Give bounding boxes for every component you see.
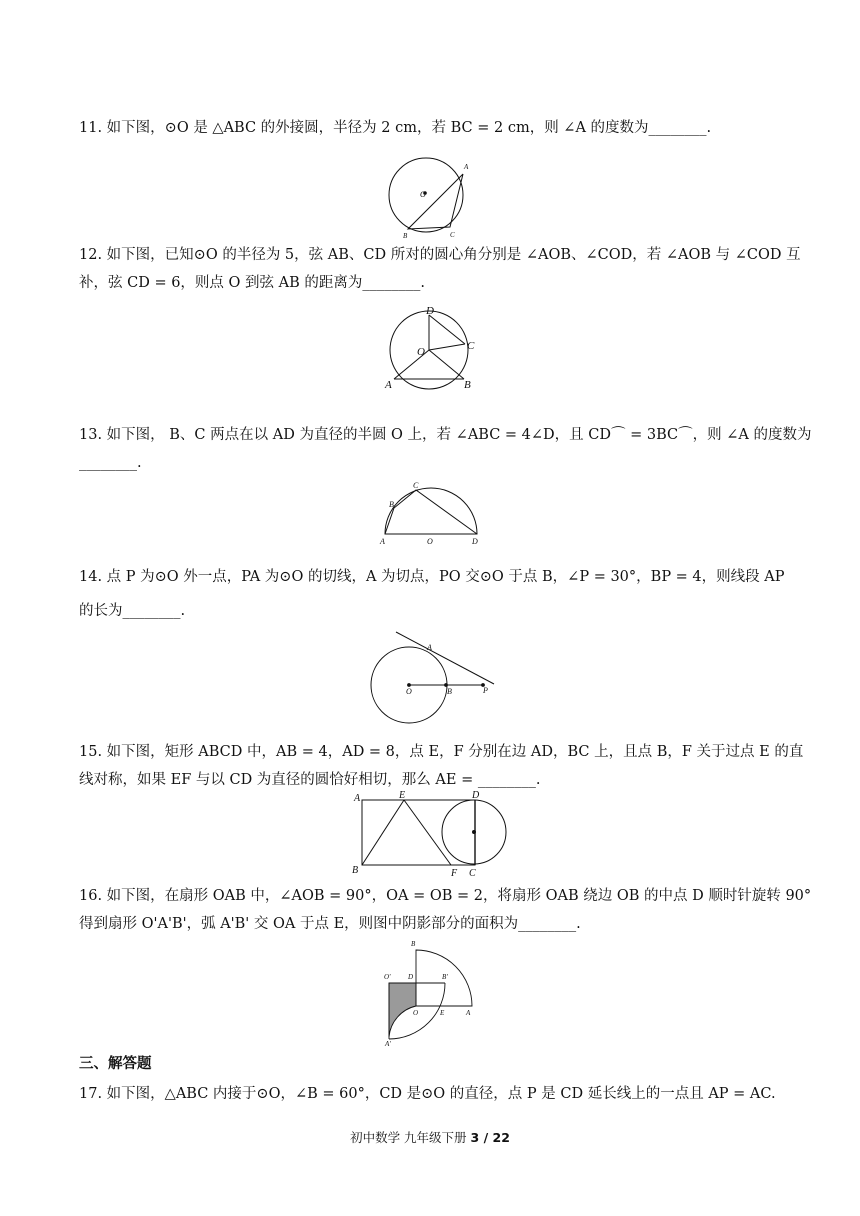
- label-E: E: [440, 1009, 445, 1017]
- label-B: B: [352, 865, 359, 876]
- problem-13-line-1: 13. 如下图， B、C 两点在以 AD 为直径的半圆 O 上，若 ∠ABC = 4∠D，且 CD⌒ = 3BC⌒，则 ∠A 的度数为: [79, 427, 812, 443]
- label-C: C: [450, 231, 455, 239]
- label-E: E: [399, 790, 406, 801]
- label-O-prime: O': [384, 973, 391, 981]
- label-A: A: [385, 379, 392, 391]
- label-F: F: [451, 868, 458, 879]
- problem-16-line-1: 16. 如下图，在扇形 OAB 中，∠AOB = 90°，OA = OB = 2，将扇形 OAB 绕边 OB 的中点 D 顺时针旋转 90°: [79, 888, 812, 904]
- problem-17-line-1: 17. 如下图，△ABC 内接于⊙O，∠B = 60°，CD 是⊙O 的直径，点 P 是 CD 延长线上的一点且 AP = AC.: [79, 1086, 776, 1102]
- label-C: C: [467, 340, 475, 352]
- label-P: P: [483, 686, 488, 695]
- problem-17: [79, 1080, 783, 1108]
- label-O: O: [417, 346, 425, 358]
- problem-13: [79, 421, 812, 477]
- problem-15-line-2: 线对称，如果 EF 与以 CD 为直径的圆恰好相切，那么 AE = ________.: [79, 772, 541, 788]
- label-C: C: [469, 868, 476, 879]
- figure-13: [376, 480, 486, 546]
- label-O: O: [427, 537, 433, 546]
- section-title: 三、解答题: [79, 1056, 152, 1072]
- label-B: B: [447, 687, 452, 696]
- label-C: C: [413, 481, 419, 490]
- label-B: B: [403, 232, 408, 240]
- problem-14: [79, 560, 783, 628]
- figure-15: [348, 789, 513, 881]
- problem-12-line-1: 12. 如下图，已知⊙O 的半径为 5，弦 AB、CD 所对的圆心角分别是 ∠AOB、∠COD，若 ∠AOB 与 ∠COD 互: [79, 247, 801, 263]
- figure-12: [385, 302, 480, 397]
- figure-11: [388, 157, 478, 239]
- label-B-prime: B': [442, 973, 448, 981]
- label-B: B: [411, 940, 416, 948]
- label-B: B: [389, 500, 394, 509]
- problem-16-line-2: 得到扇形 O'A'B'，弧 A'B' 交 OA 于点 E，则图中阴影部分的面积为________.: [79, 916, 581, 932]
- page-footer: 初中数学 九年级下册 3 / 22: [350, 1130, 510, 1145]
- figure-16: [378, 938, 480, 1048]
- problem-11: [79, 114, 783, 142]
- problem-14-line-2: 的长为________.: [79, 603, 186, 619]
- label-A: A: [354, 793, 361, 804]
- label-O: O: [413, 1009, 419, 1017]
- label-A: A: [466, 1009, 471, 1017]
- label-D: D: [472, 790, 480, 801]
- problem-14-line-1: 14. 点 P 为⊙O 外一点，PA 为⊙O 的切线，A 为切点，PO 交⊙O 于点 B，∠P = 30°，BP = 4，则线段 AP: [79, 569, 785, 585]
- problem-11-line-1: 11. 如下图，⊙O 是 △ABC 的外接圆，半径为 2 cm，若 BC = 2 cm，则 ∠A 的度数为________.: [79, 120, 712, 136]
- label-A: A: [464, 163, 469, 171]
- problem-12: [79, 241, 801, 297]
- shaded-region: [389, 983, 419, 1037]
- label-A: A: [380, 537, 385, 546]
- problem-13-line-2: ________.: [79, 455, 142, 471]
- problem-15-line-1: 15. 如下图，矩形 ABCD 中，AB = 4，AD = 8，点 E，F 分别在边 AD，BC 上，且点 B，F 关于过点 E 的直: [79, 744, 804, 760]
- label-D: D: [426, 305, 434, 317]
- label-D: D: [408, 973, 414, 981]
- label-B: B: [464, 379, 471, 391]
- label-A: A: [427, 643, 432, 652]
- footer-label: 初中数学 九年级下册: [350, 1130, 467, 1145]
- label-D: D: [472, 537, 478, 546]
- label-O: O: [420, 190, 426, 199]
- label-A-prime: A': [385, 1040, 391, 1048]
- page-total: 22: [492, 1130, 510, 1145]
- problem-12-line-2: 补，弦 CD = 6，则点 O 到弦 AB 的距离为________.: [79, 275, 425, 291]
- problem-16: [79, 882, 812, 938]
- page-number: 3: [470, 1130, 480, 1145]
- label-O: O: [406, 687, 412, 696]
- figure-14: [366, 630, 496, 726]
- problem-15: [79, 738, 804, 794]
